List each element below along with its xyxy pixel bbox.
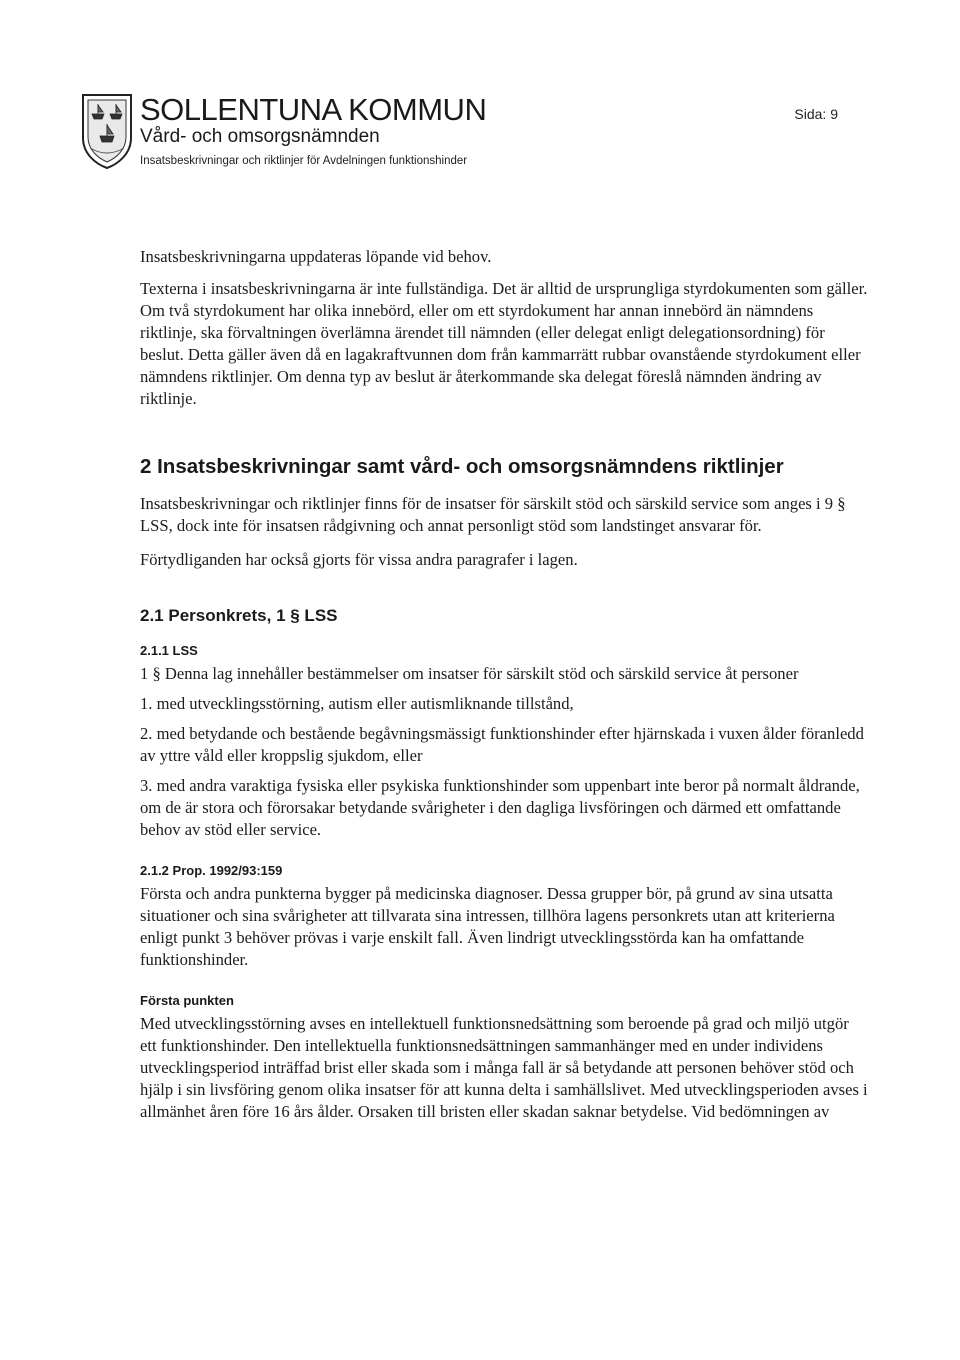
section-2-1-1-heading: 2.1.1 LSS <box>140 643 198 658</box>
section-2-heading: 2 Insatsbeskrivningar samt vård- och omsorgsnämndens riktlinjer <box>140 455 784 478</box>
list-item: 3. med andra varaktiga fysiska eller psykiska funktionshinder som uppenbart inte beror på normalt åldrande, om de är stora och förorsakar betydande svårigheter i den dagliga livsföringen och därmed ett omfattande behov av stöd eller service. <box>140 776 860 839</box>
page-header <box>80 92 900 182</box>
section-2-paragraph-2: Förtydliganden har också gjorts för vissa andra paragrafer i lagen. <box>140 550 578 569</box>
document-body <box>140 246 868 1123</box>
section-2-1-heading: 2.1 Personkrets, 1 § LSS <box>140 606 338 625</box>
intro-paragraph-2: Texterna i insatsbeskrivningarna är inte fullständiga. Det är alltid de ursprungliga styrdokumenten som gäller. <box>140 279 868 298</box>
prop-paragraph-1: Första och andra punkterna bygger på medicinska diagnoser. Dessa grupper bör, på grund av sina utsatta situationer och sina svårigheter att tillvarata sina intressen, tillhöra lagens personkrets utan att kriterierna enligt punkt 3 behöver prövas i varje enskilt fall. Även lindrigt utvecklingsstörda kan ha omfattande funktionshinder. <box>140 884 835 969</box>
section-2-1-2-heading: 2.1.2 Prop. 1992/93:159 <box>140 863 283 878</box>
page-number: Sida: 9 <box>794 106 838 122</box>
board-name: Vård- och omsorgsnämnden <box>140 126 380 147</box>
document-subtitle: Insatsbeskrivningar och riktlinjer för Avdelningen funktionshinder <box>140 155 468 167</box>
forsta-punkten-paragraph: Med utvecklingsstörning avses en intellektuell funktionsnedsättning som beroende på grad och miljö utgör ett funktionshinder. Den intellektuella funktionsnedsättningen sammanhänger med en under individens utvecklingsperiod inträffad brist eller skada som i många fall är så betydande att personen behöver stöd och hjälp i sin livsföring genom olika insatser för att kunna delta i samhällslivet. Med utvecklingsperioden avses i allmänhet åren före 16 års ålder. Orsaken till bristen eller skadan saknar betydelse. Vid bedömningen av <box>140 1014 868 1121</box>
forsta-punkten-heading: Första punkten <box>140 993 234 1008</box>
intro-paragraph-3: Om två styrdokument har olika innebörd, eller om ett styrdokument har annan innebörd än nämndens riktlinje, ska förvaltningen överlämna ärendet till nämnden (eller delegat enligt delegationsordning) för beslut. Detta gäller även då en lagakraftvunnen dom från kammarrätt rubbar ovanstående styrdokument eller nämndens riktlinjer. Om denna typ av beslut är återkommande ska delegat föreslå nämnden ändring av riktlinje. <box>140 301 861 408</box>
sollentuna-crest-icon <box>80 92 134 170</box>
lss-paragraph-intro: 1 § Denna lag innehåller bestämmelser om insatser för särskilt stöd och särskild service åt personer <box>140 664 799 683</box>
list-item: 2. med betydande och bestående begåvningsmässigt funktionshinder efter hjärnskada i vuxen ålder föranledd av yttre våld eller kroppslig sjukdom, eller <box>140 724 864 765</box>
section-2-paragraph-1: Insatsbeskrivningar och riktlinjer finns för de insatser för särskilt stöd och särskild service som anges i 9 § LSS, dock inte för insatsen rådgivning och annat personligt stöd som landstinget ansvarar för. <box>140 494 846 535</box>
list-item: 1. med utvecklingsstörning, autism eller autismliknande tillstånd, <box>140 694 574 713</box>
intro-paragraph-1: Insatsbeskrivningarna uppdateras löpande vid behov. <box>140 247 492 266</box>
organization-name: SOLLENTUNA KOMMUN <box>140 92 487 127</box>
